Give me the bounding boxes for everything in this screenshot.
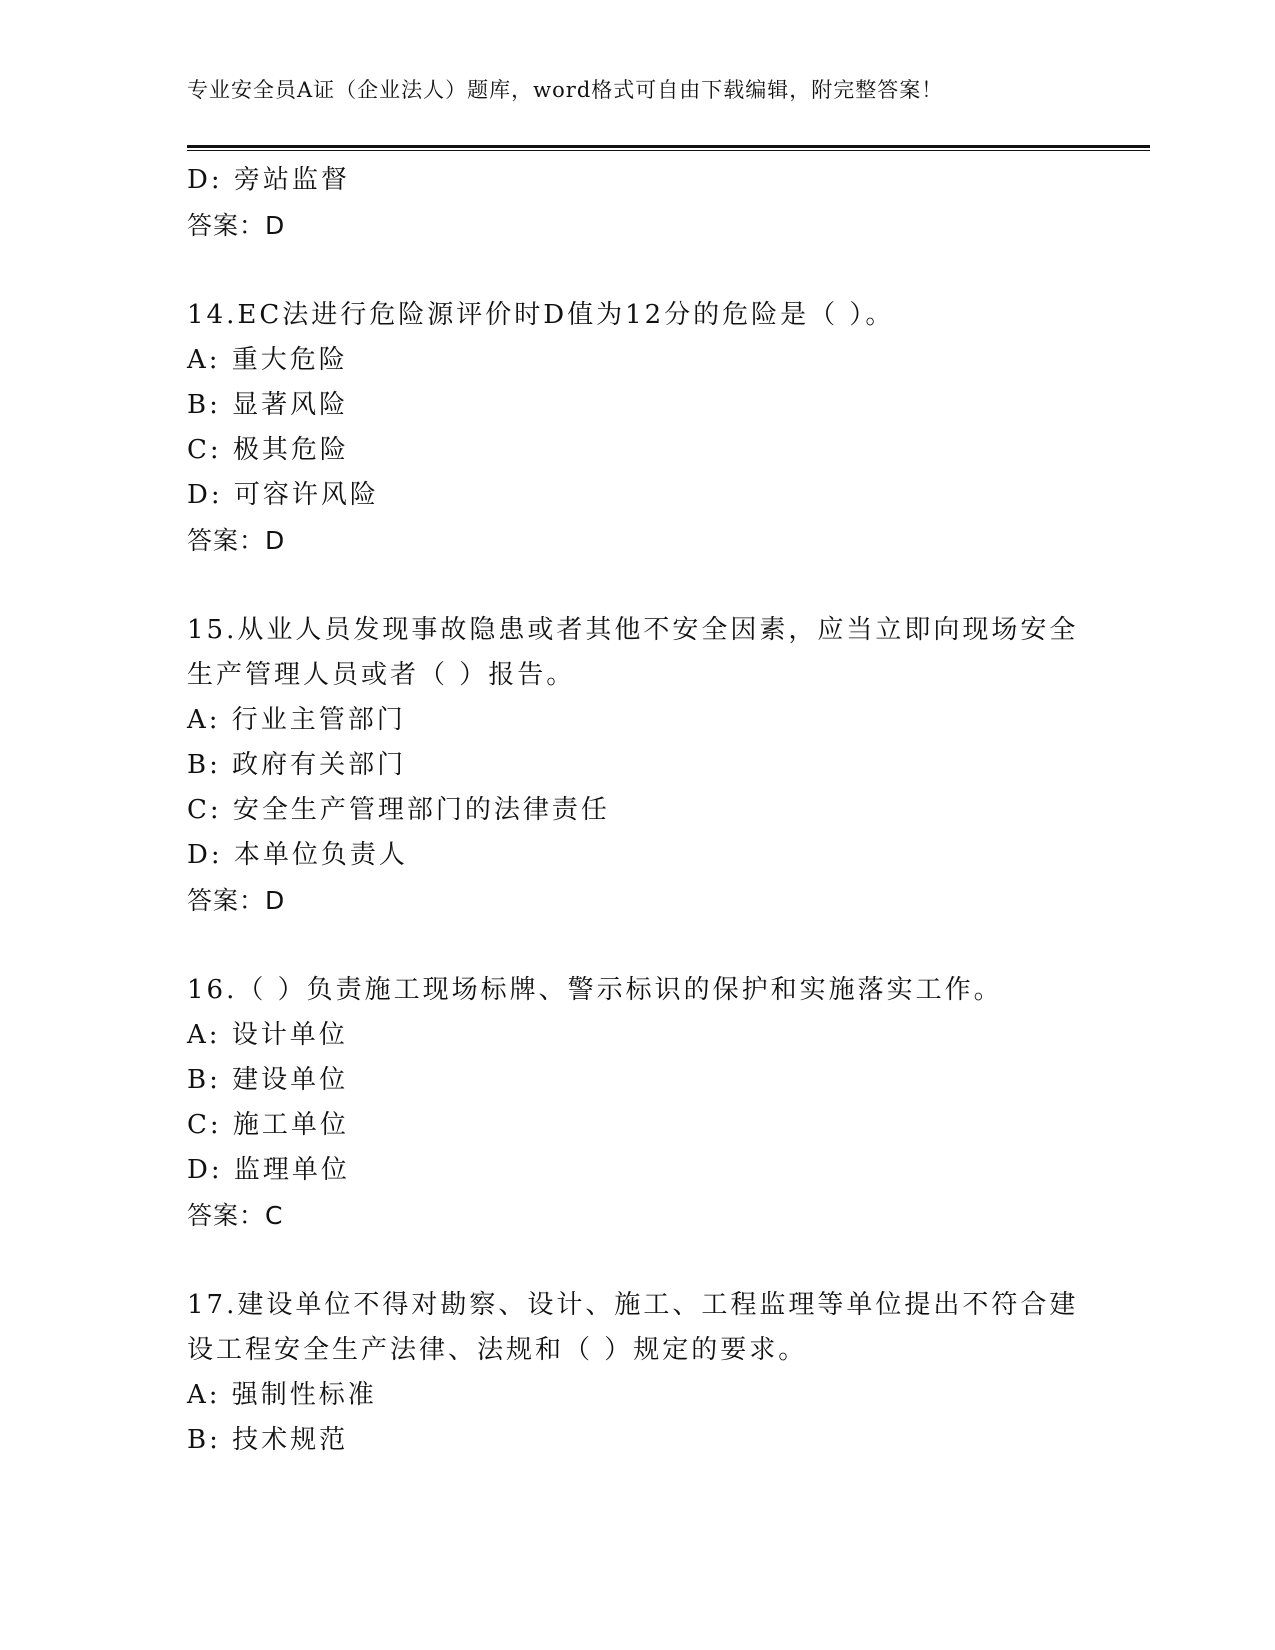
question-stem-continued: 设工程安全生产法律、法规和（ ）规定的要求。 [187,1335,808,1365]
option-a: A: 设计单位 [187,1020,348,1050]
option-d: D: 本单位负责人 [187,840,408,870]
option-c: C: 施工单位 [187,1110,349,1140]
option-b: B: 技术规范 [187,1425,349,1455]
option-a: A: 强制性标准 [187,1380,377,1410]
option-d: D: 旁站监督 [187,165,350,195]
question-content [187,158,1087,1463]
question-15 [187,608,1087,923]
question-stem: 14.EC法进行危险源评价时D值为12分的危险是（ ）。 [187,300,895,330]
question-17 [187,1283,1087,1463]
option-c: C: 极其危险 [187,435,349,465]
header-divider-thin [187,150,1150,151]
header-divider-thick [187,145,1150,148]
question-stem-continued: 生产管理人员或者（ ）报告。 [187,660,576,690]
header-title: 专业安全员A证（企业法人）题库，word格式可自由下载编辑，附完整答案！ [187,78,944,102]
answer-line: 答案：D [187,526,286,555]
carryover-question [187,158,1087,248]
question-16 [187,968,1087,1238]
question-stem: 15.从业人员发现事故隐患或者其他不安全因素，应当立即向现场安全 [187,615,1079,645]
answer-line: 答案：C [187,1201,284,1230]
option-a: A: 重大危险 [187,345,348,375]
question-stem: 17.建设单位不得对勘察、设计、施工、工程监理等单位提出不符合建 [187,1290,1079,1320]
option-b: B: 建设单位 [187,1065,349,1095]
answer-line: 答案：D [187,886,286,915]
option-d: D: 可容许风险 [187,480,379,510]
answer-line: 答案：D [187,211,286,240]
option-c: C: 安全生产管理部门的法律责任 [187,795,610,825]
option-a: A: 行业主管部门 [187,705,406,735]
question-14 [187,293,1087,563]
option-b: B: 显著风险 [187,390,349,420]
option-d: D: 监理单位 [187,1155,350,1185]
option-b: B: 政府有关部门 [187,750,407,780]
question-stem: 16.（ ）负责施工现场标牌、警示标识的保护和实施落实工作。 [187,975,1003,1005]
